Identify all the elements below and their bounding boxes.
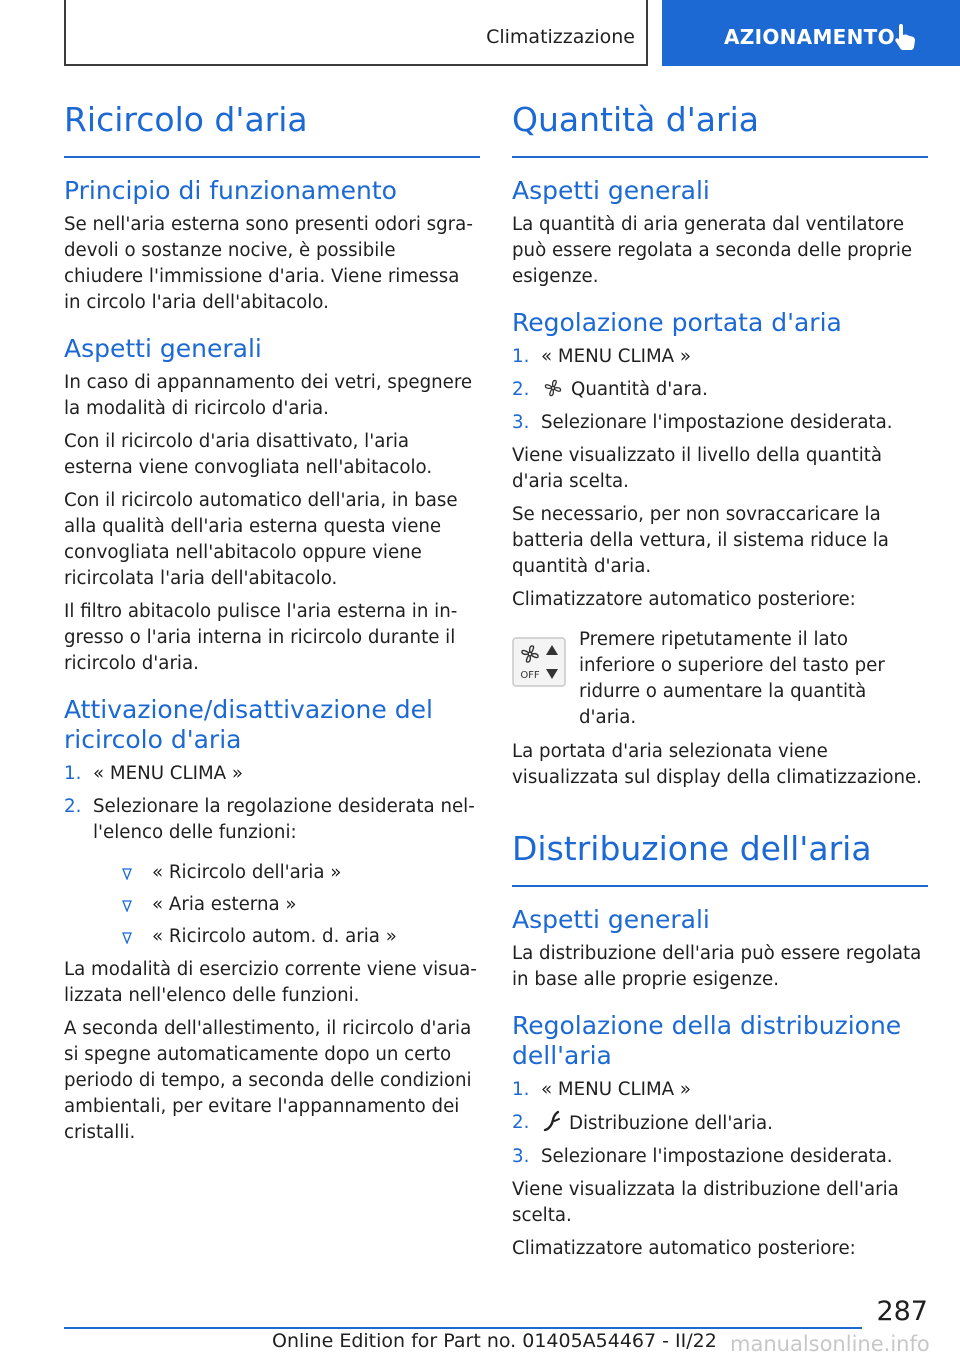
function-options [122,860,480,950]
bullet-item [122,860,480,886]
hand-pointer-icon [892,22,918,52]
step-item [64,761,480,787]
bullet-text: « Ricircolo autom. d. aria » [152,926,397,947]
bullet-text: « Ricircolo dell'aria » [152,862,342,883]
step-text: Selezionare la regolazione desiderata nell'elenco delle funzioni: [93,796,475,843]
heading-principio: Principio di funzionamento [64,176,397,205]
rear-control-description [512,627,928,731]
step-item [64,794,480,950]
tab-azionamento[interactable] [662,0,960,66]
title-distribuzione: Distribuzione dell'aria [512,821,928,887]
quantita-p3: Climatizzatore automatico posteriore: [512,589,856,610]
aspetti-p3: Con il ricircolo automatico dell'aria, in base alla qualità dell'aria esterna questa viene convogliata nell'abitacolo oppure viene ricircolata l'aria dell'abitacolo. [64,490,458,589]
attivazione-steps [64,761,480,950]
control-text: Premere ripetutamente il lato inferiore o superiore del tasto per ridurre o aumentare la quantità d'aria. [579,629,885,728]
quantita-p1: Viene visualizzato il livello della quantità d'aria scelta. [512,445,883,492]
aspetti-p4: Il filtro abitacolo pulisce l'aria esterna in ingresso o l'aria interna in ricircolo durante il ricircolo d'aria. [64,601,458,674]
heading-aspetti-distribuzione: Aspetti generali [512,905,710,934]
bullet-text: « Aria esterna » [152,894,297,915]
left-column [64,92,480,1153]
watermark: manualsonline.info [730,1332,930,1356]
air-distribution-icon [543,1110,561,1132]
step-item [512,377,928,403]
footer-edition: Online Edition for Part no. 01405A54467 - II/22 [272,1330,717,1352]
step-number: 3. [512,1146,530,1167]
heading-aspetti-ricircolo: Aspetti generali [64,334,262,363]
fan-icon [543,378,563,398]
quantita-p4: La portata d'aria selezionata viene visualizzata sul display della climatizzazione. [512,741,922,788]
step-item [512,1077,928,1103]
step-item [512,410,928,436]
step-number: 1. [512,346,530,367]
principio-text: Se nell'aria esterna sono presenti odori sgradevoli o sostanze nocive, è possibile chiudere l'immissione d'aria. Viene rimessa in circolo l'aria dell'abitacolo. [64,214,473,313]
tab-label: AZIONAMENTO [724,25,895,49]
right-column [512,92,928,1269]
page-number: 287 [876,1296,928,1327]
distribuzione-p6: Climatizzatore automatico posteriore: [512,1238,856,1259]
step-number: 3. [512,412,530,433]
distribuzione-steps [512,1077,928,1170]
heading-aspetti-quantita: Aspetti generali [512,176,710,205]
step-number: 2. [512,1112,530,1133]
step-number: 1. [64,763,82,784]
triangle-bullet-icon [122,868,132,880]
portata-steps [512,344,928,436]
step-text: Distribuzione dell'aria. [569,1113,773,1134]
distribuzione-p5: Viene visualizzata la distribuzione dell'aria scelta. [512,1179,899,1226]
step-text: « MENU CLIMA » [541,1079,692,1100]
step-number: 2. [64,796,82,817]
bullet-item [122,924,480,950]
aspetti-p2: Con il ricircolo d'aria disattivato, l'aria esterna viene convogliata nell'abitacolo. [64,431,433,478]
step-item [512,344,928,370]
step-item [512,1144,928,1170]
step-text: Selezionare l'impostazione desiderata. [541,1146,893,1167]
triangle-bullet-icon [122,932,132,944]
bullet-item [122,892,480,918]
section-label: Climatizzazione [486,26,635,48]
step-text: Selezionare l'impostazione desiderata. [541,412,893,433]
after-p1: La modalità di esercizio corrente viene visualizzata nell'elenco delle funzioni. [64,959,477,1006]
title-ricircolo: Ricircolo d'aria [64,92,480,158]
step-number: 2. [512,379,530,400]
heading-regolazione-distribuzione: Regolazione della distribuzione dell'aria [512,1011,902,1070]
step-number: 1. [512,1079,530,1100]
aspetti-distribuzione-text: La distribuzione dell'aria può essere regolata in base alle proprie esigenze. [512,943,922,990]
aspetti-quantita-text: La quantità di aria generata dal ventilatore può essere regolata a seconda delle proprie esigenze. [512,214,913,287]
after-p2: A seconda dell'allestimento, il ricircolo d'aria si spegne automaticamente dopo un certo periodo di tempo, a seconda delle condizioni ambientali, per evitare l'appannamento dei cristalli. [64,1018,472,1143]
step-text: Quantità d'ara. [571,379,708,400]
step-text: « MENU CLIMA » [541,346,692,367]
fan-off-button-icon [512,637,566,687]
heading-regolazione-portata: Regolazione portata d'aria [512,308,842,337]
step-text: « MENU CLIMA » [93,763,244,784]
quantita-p2: Se necessario, per non sovraccaricare la batteria della vettura, il sistema riduce la quantità d'aria. [512,504,889,577]
heading-attivazione: Attivazione/disattivazione del ricircolo d'aria [64,695,433,754]
footer-rule [64,1327,862,1329]
step-item [512,1110,928,1137]
off-label: OFF [520,670,540,681]
triangle-bullet-icon [122,900,132,912]
title-quantita: Quantità d'aria [512,92,928,158]
aspetti-p1: In caso di appannamento dei vetri, spegnere la modalità di ricircolo d'aria. [64,372,473,419]
